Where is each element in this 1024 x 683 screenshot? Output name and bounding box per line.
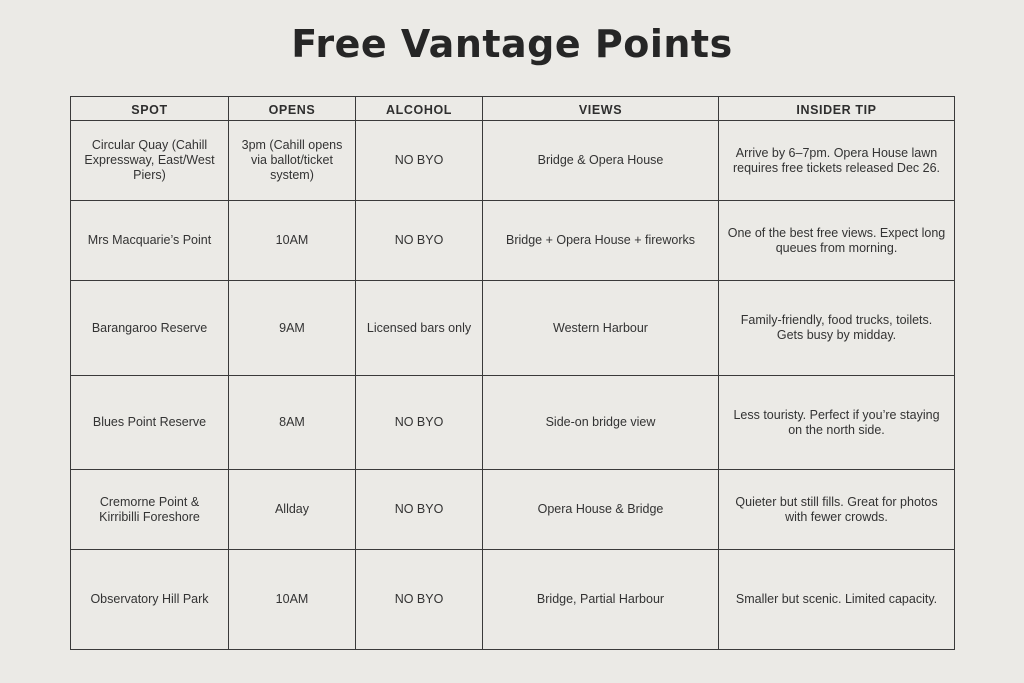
cell-views: Bridge & Opera House <box>483 121 719 201</box>
table-row <box>71 121 955 201</box>
column-header-alcohol: ALCOHOL <box>356 97 483 121</box>
cell-alcohol: NO BYO <box>356 201 483 281</box>
cell-alcohol: NO BYO <box>356 550 483 650</box>
cell-opens: 8AM <box>229 376 356 470</box>
cell-opens: Allday <box>229 470 356 550</box>
table-row <box>71 201 955 281</box>
cell-insider-tip: Smaller but scenic. Limited capacity. <box>719 550 955 650</box>
table-row <box>71 550 955 650</box>
cell-views: Bridge, Partial Harbour <box>483 550 719 650</box>
cell-views: Western Harbour <box>483 281 719 376</box>
cell-insider-tip: Quieter but still fills. Great for photos with fewer crowds. <box>719 470 955 550</box>
cell-spot: Observatory Hill Park <box>71 550 229 650</box>
cell-alcohol: Licensed bars only <box>356 281 483 376</box>
column-header-views: VIEWS <box>483 97 719 121</box>
cell-alcohol: NO BYO <box>356 121 483 201</box>
table-row <box>71 376 955 470</box>
cell-alcohol: NO BYO <box>356 470 483 550</box>
cell-insider-tip: Less touristy. Perfect if you’re staying on the north side. <box>719 376 955 470</box>
column-header-spot: SPOT <box>71 97 229 121</box>
cell-opens: 3pm (Cahill opens via ballot/ticket system) <box>229 121 356 201</box>
cell-insider-tip: One of the best free views. Expect long queues from morning. <box>719 201 955 281</box>
cell-spot: Blues Point Reserve <box>71 376 229 470</box>
cell-alcohol: NO BYO <box>356 376 483 470</box>
cell-insider-tip: Arrive by 6–7pm. Opera House lawn requires free tickets released Dec 26. <box>719 121 955 201</box>
cell-views: Bridge + Opera House + fireworks <box>483 201 719 281</box>
cell-spot: Mrs Macquarie’s Point <box>71 201 229 281</box>
table-row <box>71 281 955 376</box>
cell-opens: 10AM <box>229 550 356 650</box>
header-row <box>71 97 955 121</box>
table-row <box>71 470 955 550</box>
cell-spot: Barangaroo Reserve <box>71 281 229 376</box>
page-title: Free Vantage Points <box>291 22 733 66</box>
cell-spot: Circular Quay (Cahill Expressway, East/West Piers) <box>71 121 229 201</box>
vantage-points-table <box>70 96 955 650</box>
cell-opens: 10AM <box>229 201 356 281</box>
cell-views: Side-on bridge view <box>483 376 719 470</box>
cell-views: Opera House & Bridge <box>483 470 719 550</box>
cell-insider-tip: Family-friendly, food trucks, toilets. Gets busy by midday. <box>719 281 955 376</box>
column-header-insider-tip: INSIDER TIP <box>719 97 955 121</box>
cell-spot: Cremorne Point & Kirribilli Foreshore <box>71 470 229 550</box>
column-header-opens: OPENS <box>229 97 356 121</box>
cell-opens: 9AM <box>229 281 356 376</box>
